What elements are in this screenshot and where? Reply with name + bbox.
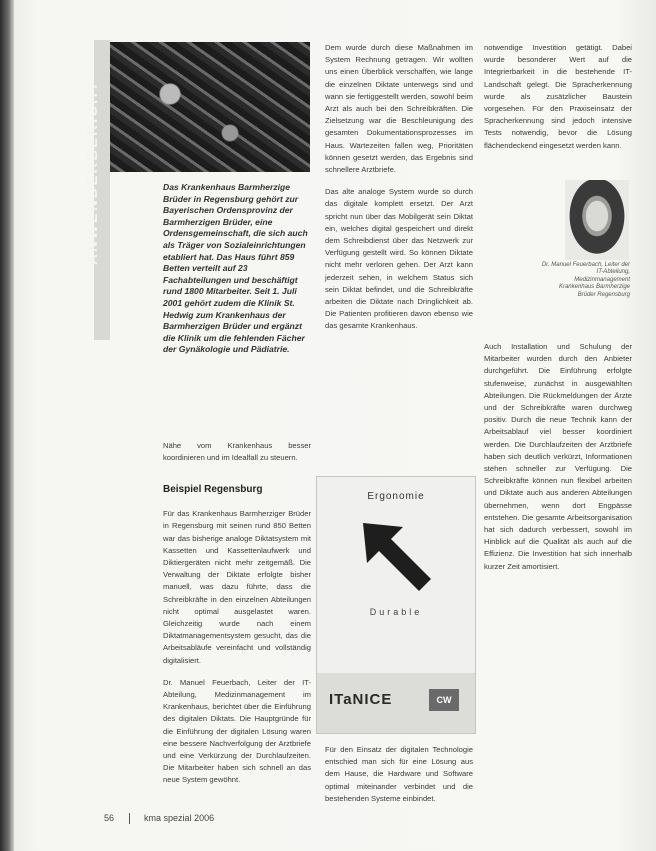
ad-visual — [317, 477, 475, 673]
column-3-top — [484, 42, 632, 162]
paragraph: Auch Installation und Schulung der Mitarbeiter wurden durch den Anbieter durchgeführt. Die Einführung erfolgte stufenweise, zunächst in ausgewählten Abteilungen. Die Rückmeldungen der Ärzte und der Schreibkräfte waren durchweg positiv. Durch die neue Technik kann der Arbeitsablauf viel besser koordiniert werden. Die Durchlaufzeiten der Arztbriefe haben sich deutlich verkürzt, Informationen stehen schneller zur Verfügung. Die Schreibkräfte können nun flexibel arbeiten und Diktate auch aus anderen Abteilungen übernehmen, wenn dort Engpässe entstehen. Die gesamte Arbeitsorganisation hat sich dadurch verbessert, sowohl im Hinblick auf die Qualität als auch auf die Effizienz. Die Investition hat sich innerhalb kurzer Zeit amortisiert. — [484, 342, 632, 571]
hospital-aerial-photo — [110, 42, 310, 172]
subheading: Beispiel Regensburg — [163, 484, 263, 495]
column-3-bottom — [484, 341, 632, 583]
footer-divider — [129, 813, 130, 824]
paragraph: Für das Krankenhaus Barmherziger Brüder in Regensburg mit seinen rund 850 Betten war das bisherige analoge Diktatsystem mit Kassetten und Kassettenlaufwerk und Diktiergeräten nicht mehr zeitgemäß. Die Verwaltung der Diktate erfolgte bisher manuell, was dazu führte, dass die Schreibkräfte in den einzelnen Abteilungen nicht optimal ausgelastet waren. Gleichzeitig wurde nach einem Diktatmanagementsystem gesucht, das die Arbeitsabläufe vereinfacht und vollständig digitalisiert. — [163, 509, 311, 665]
column-2 — [325, 42, 473, 343]
column-2-bottom — [325, 744, 473, 815]
page-footer — [104, 813, 214, 824]
section-label: ANWENDERBERICHT — [84, 80, 101, 265]
arrow-up-left-icon — [357, 517, 437, 597]
page-number: 56 — [104, 813, 115, 823]
paragraph: Das alte analoge System wurde so durch das digitale komplett ersetzt. Der Arzt spricht nun über das Mobilgerät sein Diktat ein, welches digital gespeichert und direkt dem Schreibdienst über das Netzwerk zur Verfügung gestellt wird. So können Diktate nicht mehr verloren gehen. Der Arzt kann jederzeit sehen, in welchem Status sich sein Diktat befindet, und die Schreibkräfte arbeiten die Diktate nach Dringlichkeit ab. Die Patienten profitieren davon ebenso wie das gesamte Krankenhaus. — [325, 187, 473, 331]
ad-logo: CW — [429, 689, 459, 711]
paragraph: Nähe vom Krankenhaus besser koordinieren und im Idealfall zu steuern. — [163, 441, 311, 463]
column-1-top — [163, 440, 311, 474]
author-portrait — [565, 180, 629, 260]
page-spine-shadow — [0, 0, 14, 851]
paragraph: notwendige Investition getätigt. Dabei wurde besonderer Wert auf die Integrierbarkeit in die bestehende IT-Landschaft gelegt. Die Spracherkennung wurde als zusätzlicher Baustein vorgesehen. Für den Praxiseinsatz der Spracherkennung sind jedoch intensive Tests notwendig, bevor die Lösung flächendeckend eingesetzt werden kann. — [484, 43, 632, 150]
ad-subline: Durable — [369, 607, 423, 617]
paragraph: Für den Einsatz der digitalen Technologie entschied man sich für eine Lösung aus dem Hause, die Hardware und Software optimal miteinander verbindet und die bestehenden Systeme einbindet. — [325, 745, 473, 803]
portrait-caption: Dr. Manuel Feuerbach, Leiter der IT-Abteilung, Medizinmanagement Krankenhaus Barmherzige Brüder Regensburg — [541, 262, 630, 298]
ad-brand-bar — [317, 673, 475, 733]
publication-name: kma spezial 2006 — [144, 813, 215, 823]
paragraph: Dr. Manuel Feuerbach, Leiter der IT-Abteilung, Medizinmanagement im Krankenhaus, berichtet über die Einführung des digitalen Diktats. Die Hauptgründe für die Einführung der digitalen Lösung waren eine bessere Nachverfolgung der Arztbriefe und eine Verkürzung der Durchlaufzeiten. Die Mitarbeiter haben sich schnell an das neue System gewöhnt. — [163, 677, 311, 785]
paragraph: Dem wurde durch diese Maßnahmen im System Rechnung getragen. Wir wollten uns einen Überblick verschaffen, wie lange die einzelnen Diktate unterwegs sind und wann sie fertiggestellt werden, sowohl beim Arzt als auch bei den Schreibkräften. Die Zielsetzung war die Beschleunigung des gesamten Dokumentationsprozesses im Haus. Wartezeiten fallen weg, Prioritäten können gesetzt werden, das Ergebnis sind schnellere Arztbriefe. — [325, 43, 473, 175]
column-1 — [163, 484, 311, 797]
advertisement — [316, 476, 476, 734]
ad-brand-name: ITaNICE — [329, 691, 393, 708]
ad-headline: Ergonomie — [367, 491, 425, 502]
photo-caption: Das Krankenhaus Barmherzige Brüder in Regensburg gehört zur Bayerischen Ordensprovinz der Barmherzigen Brüder, eine Ordensgemeinschaft, die sich auch als Träger von Sozialeinrichtungen etabliert hat. Das Haus führt 859 Betten verteilt auf 23 Fachabteilungen und beschäftigt rund 1800 Mitarbeiter. Seit 1. Juli 2001 gehört zudem die Klinik St. Hedwig zum Krankenhaus der Barmherzigen Brüder und ergänzt die Klinik um die fehlenden Fächer der Gynäkologie und Pädiatrie. — [163, 182, 308, 355]
